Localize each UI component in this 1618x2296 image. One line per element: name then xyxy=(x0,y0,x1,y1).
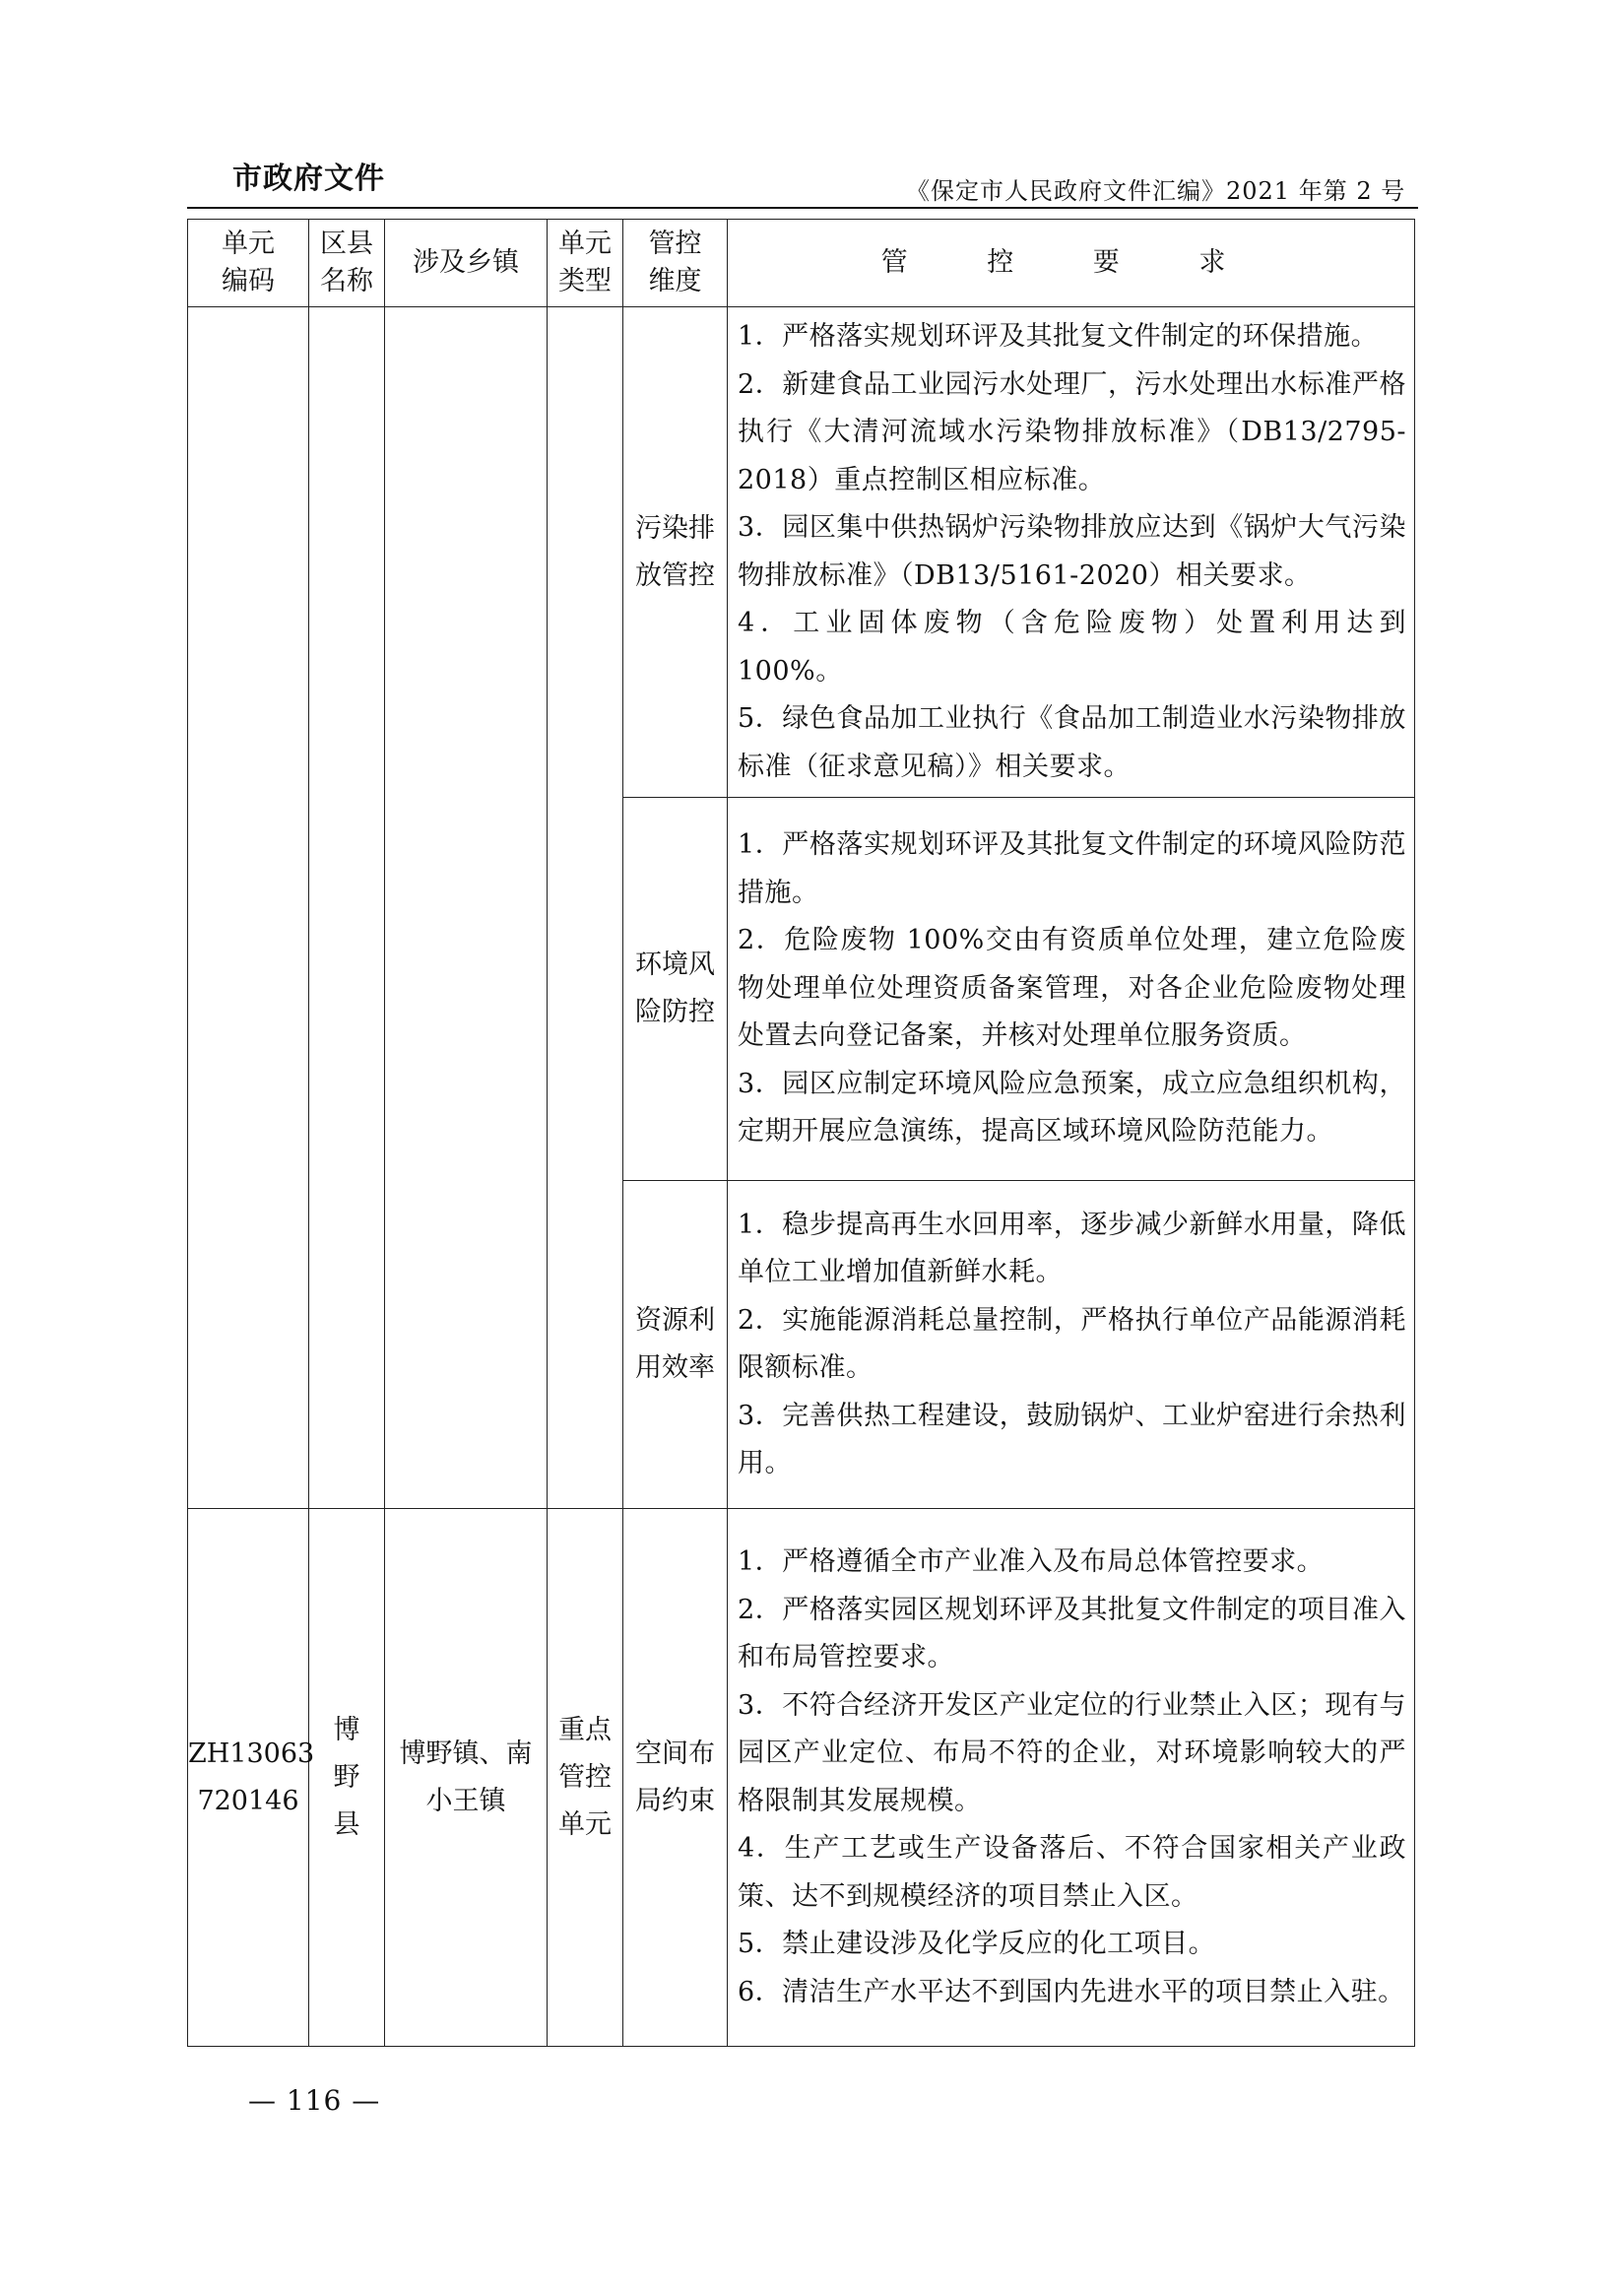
requirement-item: 2．实施能源消耗总量控制，严格执行单位产品能源消耗限额标准。 xyxy=(738,1304,1406,1383)
requirement-item: 2．严格落实园区规划环评及其批复文件制定的项目准入和布局管控要求。 xyxy=(738,1594,1406,1673)
unit-code-line1: ZH13063 xyxy=(188,1738,315,1769)
cell-unit-code xyxy=(188,1509,315,2047)
unit-type-line2: 管控 xyxy=(558,1761,612,1793)
cell-unit-type xyxy=(548,1509,623,2047)
district-char: 博 xyxy=(333,1714,360,1745)
cell-requirements xyxy=(728,1181,1415,1509)
requirement-item: 1．严格落实规划环评及其批复文件制定的环境风险防范措施。 xyxy=(738,829,1406,908)
cell-district-continued xyxy=(309,307,385,1509)
requirement-item: 6．清洁生产水平达不到国内先进水平的项目禁止入驻。 xyxy=(738,1976,1405,2007)
dimension-line2: 放管控 xyxy=(635,559,715,591)
header-dimension-line2: 维度 xyxy=(648,266,702,296)
header-unit-type-line2: 类型 xyxy=(558,266,612,296)
header-district-line2: 名称 xyxy=(320,266,373,296)
dimension-line2: 局约束 xyxy=(635,1785,715,1816)
towns-line1: 博野镇、南 xyxy=(399,1738,533,1769)
dimension-line2: 用效率 xyxy=(635,1352,715,1383)
header-rule xyxy=(187,207,1418,209)
cell-towns xyxy=(385,1509,548,2047)
cell-dimension xyxy=(623,798,728,1181)
header-dimension xyxy=(623,220,728,307)
header-towns xyxy=(385,220,548,307)
dimension-line1: 污染排 xyxy=(635,512,715,544)
requirement-item: 1．稳步提高再生水回用率，逐步减少新鲜水用量，降低单位工业增加值新鲜水耗。 xyxy=(738,1209,1406,1287)
dimension-line1: 空间布 xyxy=(635,1738,715,1769)
cell-dimension xyxy=(623,1181,728,1509)
requirement-item: 4．工业固体废物（含危险废物）处置利用达到 100%。 xyxy=(738,608,1406,687)
table-row xyxy=(188,1509,1415,2047)
unit-type-line1: 重点 xyxy=(558,1714,612,1745)
requirement-item: 5．禁止建设涉及化学反应的化工项目。 xyxy=(738,1929,1216,1959)
cell-requirements xyxy=(728,798,1415,1181)
requirement-item: 1．严格落实规划环评及其批复文件制定的环保措施。 xyxy=(738,321,1379,352)
page-number: — 116 — xyxy=(248,2084,381,2117)
cell-requirements xyxy=(728,1509,1415,2047)
header-unit-type-line1: 单元 xyxy=(558,229,612,259)
dimension-line2: 险防控 xyxy=(635,997,715,1027)
district-char: 野 xyxy=(333,1761,360,1793)
towns-line2: 小王镇 xyxy=(425,1785,506,1816)
cell-requirements xyxy=(728,307,1415,798)
header-requirements xyxy=(728,220,1415,307)
header-unit-type xyxy=(548,220,623,307)
requirement-item: 2．新建食品工业园污水处理厂，污水处理出水标准严格执行《大清河流域水污染物排放标准》（DB13/2795-2018）重点控制区相应标准。 xyxy=(738,368,1406,495)
cell-dimension xyxy=(623,307,728,798)
header-dimension-line1: 管控 xyxy=(648,229,702,259)
requirement-item: 5．绿色食品加工业执行《食品加工制造业水污染物排放标准（征求意见稿）》相关要求。 xyxy=(738,703,1406,782)
dimension-line1: 资源利 xyxy=(635,1305,715,1336)
cell-district xyxy=(309,1509,385,2047)
requirement-item: 3．完善供热工程建设，鼓励锅炉、工业炉窑进行余热利用。 xyxy=(738,1400,1406,1478)
header-towns-label: 涉及乡镇 xyxy=(413,247,519,278)
header-right-title: 《保定市人民政府文件汇编》2021 年第 2 号 xyxy=(906,177,1406,205)
unit-type-line3: 单元 xyxy=(558,1808,612,1840)
cell-unit-type-continued xyxy=(548,307,623,1509)
requirement-item: 2．危险废物 100%交由有资质单位处理，建立危险废物处理单位处理资质备案管理，对各企业危险废物处理处置去向登记备案，并核对处理单位服务资质。 xyxy=(738,925,1406,1052)
unit-code-line2: 720146 xyxy=(197,1785,299,1816)
control-requirements-table xyxy=(187,219,1415,2047)
cell-towns-continued xyxy=(385,307,548,1509)
cell-dimension xyxy=(623,1509,728,2047)
header-requirements-label: 管 控 要 求 xyxy=(880,247,1262,278)
header-unit-code-line1: 单元 xyxy=(222,229,275,259)
cell-unit-code-continued xyxy=(188,307,309,1509)
requirement-item: 3．园区集中供热锅炉污染物排放应达到《锅炉大气污染物排放标准》（DB13/5161-2020）相关要求。 xyxy=(738,512,1406,591)
header-unit-code-line2: 编码 xyxy=(222,266,275,296)
header-district xyxy=(309,220,385,307)
requirement-item: 1．严格遵循全市产业准入及布局总体管控要求。 xyxy=(738,1546,1325,1577)
header-unit-code xyxy=(188,220,309,307)
requirement-item: 3．园区应制定环境风险应急预案，成立应急组织机构，定期开展应急演练，提高区域环境风险防范能力。 xyxy=(738,1068,1406,1148)
requirement-item: 3．不符合经济开发区产业定位的行业禁止入区；现有与园区产业定位、布局不符的企业，对环境影响较大的严格限制其发展规模。 xyxy=(738,1689,1406,1816)
dimension-line1: 环境风 xyxy=(635,950,715,980)
district-char: 县 xyxy=(333,1808,360,1840)
header-district-line1: 区县 xyxy=(320,229,373,259)
table-row xyxy=(188,307,1415,798)
table-header-row xyxy=(188,220,1415,307)
requirement-item: 4．生产工艺或生产设备落后、不符合国家相关产业政策、达不到规模经济的项目禁止入区。 xyxy=(738,1833,1406,1912)
header-left-title: 市政府文件 xyxy=(232,162,385,196)
